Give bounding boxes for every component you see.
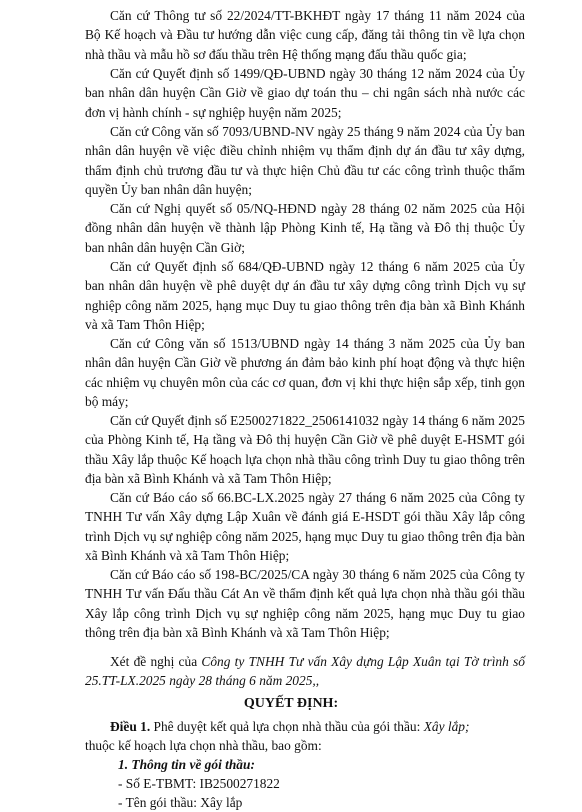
proposal-paragraph [85,652,525,691]
legal-basis-paragraph: Căn cứ Công văn số 7093/UBND-NV ngày 25 tháng 9 năm 2024 của Ủy ban nhân dân huyện về việc điều chỉnh nhiệm vụ thẩm định dự án đầu tư xây dựng, thẩm định chủ trương đầu tư và thực hiện Chủ đầu tư các công trình thuộc thẩm quyền Ủy ban nhân dân huyện; [85,124,525,197]
legal-basis-paragraph: Căn cứ Báo cáo số 198-BC/2025/CA ngày 30 tháng 6 năm 2025 của Công ty TNHH Tư vấn Đấu thầu Cát An về thẩm định kết quả lựa chọn nhà thầu gói thầu Xây lắp công trình Dịch vụ sự nghiệp công năm 2025, hạng mục Duy tu giao thông trên địa bàn xã Bình Khánh và xã Tam Thôn Hiệp; [85,567,525,640]
proposal-prefix: Xét đề nghị của [110,654,202,669]
article-1-paragraph [85,717,530,736]
legal-basis-paragraph: Căn cứ Thông tư số 22/2024/TT-BKHĐT ngày 17 tháng 11 năm 2024 của Bộ Kế hoạch và Đầu tư hướng dẫn việc cung cấp, đăng tải thông tin về lựa chọn nhà thầu và mẫu hồ sơ đấu thầu trên Hệ thống mạng đấu thầu quốc gia; [85,8,525,62]
proposal-italic-text: Công ty TNHH Tư vấn Xây dựng Lập Xuân tại Tờ trình số 25.TT-LX.2025 ngày 28 tháng 6 năm 2025,, [85,654,525,689]
article-1-label: Điều 1. [110,719,151,734]
package-name: - Tên gói thầu: Xây lắp [118,795,243,810]
legal-basis-paragraph: Căn cứ Quyết định số 684/QĐ-UBND ngày 12 tháng 6 năm 2025 của Ủy ban nhân dân huyện về phê duyệt dự án đầu tư xây dựng công trình Dịch vụ sự nghiệp công năm 2025, hạng mục Duy tu giao thông trên địa bàn xã Bình Khánh và xã Tam Thôn Hiệp; [85,259,525,332]
article-1-package-name: Xây lắp; [423,719,470,734]
legal-basis-paragraph: Căn cứ Nghị quyết số 05/NQ-HĐND ngày 28 tháng 02 năm 2025 của Hội đồng nhân dân huyện về thành lập Phòng Kinh tế, Hạ tầng và Đô thị thuộc Ủy ban nhân dân huyện Cần Giờ; [85,201,525,255]
article-1-text: Phê duyệt kết quả lựa chọn nhà thầu của gói thầu: [150,719,424,734]
legal-basis-paragraph: Căn cứ Quyết định số 1499/QĐ-UBND ngày 30 tháng 12 năm 2024 của Ủy ban nhân dân huyện Cần Giờ về giao dự toán thu – chi ngân sách nhà nước các đơn vị hành chính - sự nghiệp huyện năm 2025; [85,66,525,120]
legal-basis-paragraph: Căn cứ Báo cáo số 66.BC-LX.2025 ngày 27 tháng 6 năm 2025 của Công ty TNHH Tư vấn Xây dựng Lập Xuân về đánh giá E-HSDT gói thầu Xây lắp công trình Dịch vụ sự nghiệp công năm 2025, hạng mục Duy tu giao thông trên địa bàn xã Bình Khánh và xã Tam Thôn Hiệp; [85,490,525,563]
legal-basis-paragraph: Căn cứ Quyết định số E2500271822_2506141032 ngày 14 tháng 6 năm 2025 của Phòng Kinh tế, Hạ tầng và Đô thị huyện Cần Giờ về phê duyệt E-HSMT gói thầu Xây lắp thuộc Kế hoạch lựa chọn nhà thầu công trình Duy tu giao thông trên địa bàn xã Bình Khánh và xã Tam Thôn Hiệp; [85,413,525,486]
legal-basis-paragraph: Căn cứ Công văn số 1513/UBND ngày 14 tháng 3 năm 2025 của Ủy ban nhân dân huyện Cần Giờ về phương án đảm bảo kinh phí hoạt động và thực hiện các nhiệm vụ chuyên môn của các cơ quan, đơn vị khi thực hiện sắp xếp, tinh gọn bộ máy; [85,336,525,409]
article-1-continuation: thuộc kế hoạch lựa chọn nhà thầu, bao gồm: [85,738,322,753]
package-info-title: 1. Thông tin về gói thầu: [118,757,255,772]
e-tbmt-number: - Số E-TBMT: IB2500271822 [118,776,280,791]
decision-heading: QUYẾT ĐỊNH: [243,696,339,711]
